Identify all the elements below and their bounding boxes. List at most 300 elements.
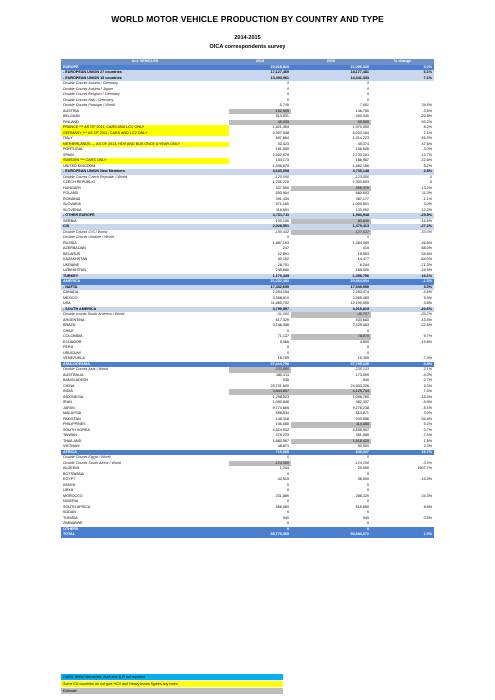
value-2015: 20,964,934 [291,279,371,285]
row-label: Double Counts Egypt / World [63,455,111,459]
percent-change: -4.6% [422,290,432,294]
value-2015: 1,682,156 [352,163,369,168]
row-label: USA [63,301,71,305]
percent-change: 16.7% [371,450,434,456]
row-label: UNITED KINGDOM [63,163,96,168]
row-label: SOUTH KOREA [63,427,90,432]
row-label: PORTUGAL [63,147,84,151]
value-2015: 18,177,481 [291,70,371,76]
value-2015: 185,400 [355,268,369,272]
row-label: Double counts South America / World [63,312,125,316]
value-2015: -124,158 [354,460,369,465]
percent-change: -7.4% [422,356,432,360]
value-2014: -5,749 [278,103,289,107]
value-2015: 2,429,463 [352,323,369,327]
value-2015: 203,556 [355,416,369,421]
value-2015: 45,374 [357,141,369,146]
row-label: Double Counts Belgium / Germany [63,92,120,96]
percent-change: -25.8% [371,213,434,219]
percent-change: -24.5% [420,268,432,272]
value-2015: 1,014,223 [352,136,369,140]
row-label: NETHERLANDS --- AS OF 2013, HDV AND BUS ONCE A YEAR ONLY [61,142,229,148]
value-2015: 4,800 [359,339,369,344]
value-2014: 0 [286,471,289,476]
value-2014: 0 [286,345,289,349]
value-2015: 6,033,164 [352,130,369,135]
value-2014: 1,251,220 [272,180,289,184]
percent-change: -34.6% [420,251,432,256]
row-label: INDONESIA [63,394,84,399]
value-2014: 593,904 [275,191,289,195]
value-2014: 1,821,464 [272,125,289,129]
value-2014: 0 [286,482,289,487]
value-2014: 0 [286,92,289,96]
row-label: Double Counts Austria / Japan [63,86,113,91]
value-2015: 4,125,744 [291,389,371,395]
row-label: INDIA [63,389,73,393]
percent-change: 3.8% [423,301,432,305]
value-2015: 1,479,413 [291,224,371,230]
value-2014: 437,599 [275,185,289,190]
value-2015: 415 [362,246,369,250]
row-label: BELGIUM [63,114,80,118]
row-label: EGYPT [63,477,76,481]
percent-change: 7.3% [423,389,432,393]
value-2015: 351,085 [355,433,369,437]
row-label: TOTAL [61,532,229,538]
row-label: Double Counts CIS / World [63,229,108,234]
value-2015: 90,683,072 [291,532,371,538]
row-label: RUSSIA [63,240,77,245]
value-2015: 1,303,603 [352,180,369,184]
row-label: BRAZIL [63,323,76,327]
value-2014: 247 [282,246,289,250]
value-2015: 173,009 [355,372,369,377]
value-2015: 2,283,474 [352,290,369,294]
row-label: - EUROPEAN UNION New Members [61,169,229,175]
value-2014: 1,887,193 [272,240,289,245]
value-2015: 0 [366,499,369,503]
row-label: KAZAKHSTAN [63,257,88,261]
production-table [61,59,434,538]
row-label: UKRAINE [63,262,80,267]
value-2014: 719,085 [229,450,291,456]
value-2014: 1,244 [279,466,289,470]
value-2014: 0 [286,97,289,102]
row-label: GERMANY *** AS OF 2011, CARS AND LCV ONLY [61,131,229,137]
value-2015: -235,133 [354,367,369,371]
percent-change: -13.5% [420,317,432,322]
row-label: MEXICO [63,295,78,300]
percent-change: 11.3% [421,191,432,195]
percent-change: 0.5% [423,515,432,520]
value-2015: 387,177 [355,196,369,201]
header-all-vehicles: ALL VEHICLES [61,59,229,65]
value-2014: 0 [229,527,291,533]
value-2014: 5,907,548 [272,130,289,135]
row-label: TUNISIA [63,515,78,520]
value-2014: 18,759 [277,356,289,360]
row-label: PHILIPPINES [63,422,86,426]
value-2015: 114,455 [291,422,371,428]
percent-change: 22.6% [421,158,432,162]
percent-change: -1.1% [422,196,432,201]
row-label: SLOVENIA [63,207,82,212]
percent-change: 3.3% [423,383,432,388]
header-2015: 2015 [291,59,371,65]
value-2014: 1,598,879 [272,163,289,168]
value-2014: -124,588 [229,461,291,467]
value-2014: 42,515 [277,477,289,481]
row-label: CIS [61,224,229,230]
value-2014: 22,891 [277,251,289,256]
percent-change: -3.5% [422,108,432,113]
value-2015: 0 [366,81,369,85]
percent-change: -20.2% [420,312,432,316]
row-label: PAKISTAN [63,416,81,421]
value-2015: 540 [362,378,369,382]
percent-change: 8.8% [423,504,432,509]
value-2015: 1,983,948 [291,213,371,219]
row-label: AMERICA [61,279,229,285]
value-2015: 0 [366,350,369,355]
percent-change: 2.8% [371,169,434,175]
row-label: LIBYA [63,488,74,492]
value-2015: 0 [366,235,369,239]
percent-change: 3.2% [371,65,434,71]
row-label: ASIA-OCEANIA [61,362,229,368]
value-2015: 47,795,130 [291,362,371,368]
value-2014: 2,402,978 [272,152,289,157]
percent-change: -0.4% [422,460,432,465]
row-label: Double Counts Portugal / World [63,103,115,107]
value-2014: 9,774,665 [272,405,289,410]
percent-change: 0.8% [371,362,434,368]
value-2014: 118,591 [275,207,289,212]
value-2015: 14,477 [357,257,369,261]
percent-change: -20.8% [420,114,432,118]
row-label: Double Counts Czech Republic / World [63,174,127,179]
percent-change: 13.7% [421,152,432,157]
value-2014: 106,655 [275,422,289,426]
value-2015: -48,707 [291,312,371,318]
row-label: EUROPE [61,65,229,71]
row-label: SPAIN [63,152,74,157]
value-2014: 47,414,758 [229,362,291,368]
percent-change: 2.1% [423,367,432,371]
row-label: ROMANIA [63,196,81,201]
row-label: HUNGARY [63,185,82,190]
row-label: SWEDEN *** CARS ONLY [61,158,229,164]
percent-change: 7.1% [371,76,434,82]
value-2014: -41,000 [276,312,289,316]
value-2015: 982,337 [355,400,369,404]
value-2014: 3,146,386 [272,323,289,327]
value-2014: 391,434 [275,196,289,201]
percent-change: -20.6% [371,307,434,313]
value-2014: 0 [286,81,289,85]
value-2014: 4,524,932 [272,427,289,432]
percent-change: 2.1% [423,130,432,135]
percent-change: 0.7% [423,378,432,382]
value-2014: 13,493,961 [229,76,291,82]
row-label: Double Counts Italy / Germany [63,97,114,102]
percent-change: -4.0% [422,372,432,377]
value-2014: 89,776,465 [229,532,291,538]
percent-change: 1.0% [371,532,434,538]
row-label: AUSTRALIA [63,372,84,377]
row-label: KENYA [63,482,76,487]
percent-change: 68.0% [421,246,432,250]
value-2015: 14,441,333 [291,76,371,82]
percent-change: -7.4% [422,433,432,437]
row-label: Double Counts Asia / World [63,367,109,371]
value-2015: 188,987 [355,158,369,162]
value-2015: 0 [366,471,369,476]
row-label: - EUROPEAN UNION 15 countries [61,76,229,82]
row-label: NIGERIA [63,499,79,503]
value-2014: 20,818,823 [229,65,291,71]
percent-change: -71.3% [420,262,432,267]
value-2014: 971,160 [275,202,289,206]
legend-note-estimate: Estimate [61,688,283,694]
value-2014: 1,880,587 [272,438,289,443]
percent-change: 5.9% [423,295,432,300]
value-2014: 3,633,508 [229,169,291,175]
value-2015: 495,370 [291,186,371,192]
value-2015: 0 [291,527,371,533]
value-2015: 615,659 [355,504,369,509]
value-2014: 0 [286,488,289,492]
value-2015: 614,671 [355,411,369,415]
row-label: AUSTRIA [63,108,79,113]
value-2014: 0 [286,521,289,525]
production-table-body [61,59,434,538]
percent-change: 3.0% [423,411,432,415]
row-label: URUGUAY [63,350,82,355]
percent-change: -16.5% [420,218,432,223]
value-2015: 403,340 [355,114,369,118]
value-2014: -233,880 [229,367,291,373]
percent-change: 2.3% [423,444,432,448]
row-label: POLAND [63,191,79,195]
value-2014: 40,152 [277,257,289,261]
value-2014: 21,232,483 [229,279,291,285]
value-2015: 21,096,325 [291,65,371,71]
percent-change: -19.8% [420,339,432,344]
value-2015: 1,970,000 [352,125,369,129]
percent-change: 16.1% [371,274,434,280]
row-label: VIETNAM [63,444,80,448]
value-2015: 17,949,959 [291,285,371,291]
value-2015: 1,000,001 [352,202,369,206]
value-2015: 8,244 [359,262,369,267]
legend-note-cars: CARS: BMW, Mercedes, Audi and JLR not reported [61,674,283,680]
value-2015: 1,098,780 [352,394,369,399]
legend-note-hcv: Some EU countries do not give HCV and Heavy buses figures any more. [61,681,283,687]
value-2014: 617,329 [275,317,289,322]
value-2014: 536 [282,378,289,382]
percent-change: 3.0% [371,285,434,291]
row-label: ECUADOR [63,339,82,344]
percent-change: 45.3% [421,136,432,140]
value-2015: 3,015,815 [291,307,371,313]
value-2014: 566,083 [275,504,289,509]
value-2014: 154,173 [275,158,289,162]
percent-change: 53.2% [421,119,432,124]
row-label: JAPAN [63,405,75,410]
row-label: UZBEKISTAN [63,268,86,272]
value-2015: 12,100,095 [350,301,369,305]
value-2014: 1,090,846 [272,400,289,404]
value-2014: 0 [286,350,289,355]
value-2014: 0 [286,510,289,514]
percent-change: -33.0% [420,229,432,234]
row-label: - OTHER EUROPE [61,213,229,219]
row-label: COLOMBIA [63,334,83,338]
value-2015: 20,000 [357,466,369,470]
row-label: CHINA [63,383,75,388]
percent-change: 9.7% [423,334,432,338]
value-2015: 83,630 [291,219,371,225]
percent-change: 36.8% [421,103,432,107]
row-label: AFRICA [61,450,229,456]
row-label: CZECH REPUBLIC [63,180,96,184]
row-label: VENEZUELA [63,356,85,360]
percent-change: 1507.7% [417,466,432,470]
value-2015: -7,881 [358,103,369,107]
percent-change: 54.4% [421,416,432,421]
row-label: BANGLADESH [63,378,89,382]
value-2014: 231,889 [275,493,289,498]
percent-change: 47.6% [421,141,432,146]
value-2015: 839,327 [291,450,371,456]
value-2015: 146,750 [355,108,369,113]
value-2014: 697,864 [275,136,289,140]
value-2015: 69,500 [291,120,371,126]
value-2014: 3,799,597 [229,307,291,313]
row-label: THAILAND [63,438,82,443]
percent-change: -3.0% [422,147,432,151]
row-label: FINLAND [63,119,79,124]
value-2015: 156,626 [355,147,369,151]
value-2014: 148,318 [275,416,289,421]
value-2015: 0 [366,97,369,102]
row-label: - SOUTH AMERICA [61,307,229,313]
value-2014: 33,423 [277,141,289,146]
row-label: MALAYSIA [63,411,82,415]
row-label: TAIWAN [63,433,77,437]
value-2015: 0 [366,345,369,349]
header-change: % change [371,59,434,65]
percent-change: 6.1% [371,70,434,76]
value-2015: 0 [366,488,369,492]
value-2015: 24,503,326 [350,383,369,388]
value-2014: 48,871 [277,444,289,448]
value-2014: 2,028,551 [229,224,291,230]
percent-change: 0.7% [423,427,432,432]
row-label: PERU [63,345,74,349]
row-label: TURKEY [61,274,229,280]
percent-change: 12.2% [421,207,432,212]
value-2014: 17,432,695 [229,285,291,291]
row-label: OTHERS [61,527,229,533]
value-2015: 660,603 [355,191,369,195]
row-label: AZERBAIJAN [63,246,86,250]
value-2015: 0 [366,328,369,333]
value-2014: 45,035 [229,120,291,126]
value-2014: 0 [286,86,289,91]
percent-change: -27.2% [371,224,434,230]
value-2014: 0 [286,328,289,333]
value-2015: 3,736,148 [291,169,371,175]
percent-change: 13.2% [421,185,432,190]
row-label: FRANCE *** AS OF 2011, CARS AND LCV ONLY [61,125,229,131]
percent-change: -22.8% [420,323,432,327]
value-2014: 379,223 [275,433,289,437]
value-2015: 945 [362,515,369,520]
row-label: ALGERIA [63,466,79,470]
row-label: Double Counts Ukraine / World [63,235,114,239]
percent-change: 1.8% [423,438,432,443]
value-2015: 288,329 [355,493,369,498]
value-2015: 0 [366,482,369,487]
value-2015: -123,350 [354,174,369,179]
percent-change: -15.4% [420,394,432,399]
value-2014: 1,170,445 [229,274,291,280]
value-2015: 3,565,469 [352,295,369,300]
value-2014: 11,660,702 [270,301,289,305]
value-2015: 0 [366,510,369,514]
percent-change: -15.3% [420,477,432,481]
value-2015: 2,733,201 [352,152,369,157]
value-2015: 50,000 [357,444,369,448]
value-2015: -127,537 [291,230,371,236]
value-2014: 152,505 [229,109,291,115]
value-2014: 940 [282,515,289,520]
value-2015: 19,390 [357,356,369,360]
value-2014: 0 [286,235,289,239]
row-label: CHILE [63,328,74,333]
header-2014: 2014 [229,59,291,65]
value-2015: 1,358,796 [291,274,371,280]
row-label: Double Counts South Africa / World [63,460,122,465]
value-2014: 2,394,154 [272,290,289,294]
value-2015: 0 [366,92,369,96]
row-label: ARGENTINA [63,317,85,322]
value-2014: 245,660 [275,268,289,272]
value-2014: 100,150 [275,218,289,223]
page-subtitle: 2014-2015 [234,35,261,41]
percent-change: -64.0% [420,257,432,261]
row-label: SUDAN [63,510,76,514]
value-2014: 17,127,469 [229,70,291,76]
value-2014: 1,298,523 [272,394,289,399]
value-2014: -190,442 [274,229,289,234]
percent-change: -26.6% [420,240,432,245]
value-2014: -120,000 [274,174,289,179]
value-2015: 9,278,238 [352,405,369,410]
value-2015: 15,553 [357,251,369,256]
value-2015: 0 [366,455,369,459]
percent-change: 0 [429,180,432,184]
value-2015: 78,070 [291,334,371,340]
row-label: Double Counts Austria / Germany [63,81,118,85]
percent-change: -5.1% [422,405,432,410]
value-2015: 1,915,420 [291,439,371,445]
survey-source: OICA correspondents survey [209,44,286,50]
row-label: MOROCCO [63,493,83,498]
